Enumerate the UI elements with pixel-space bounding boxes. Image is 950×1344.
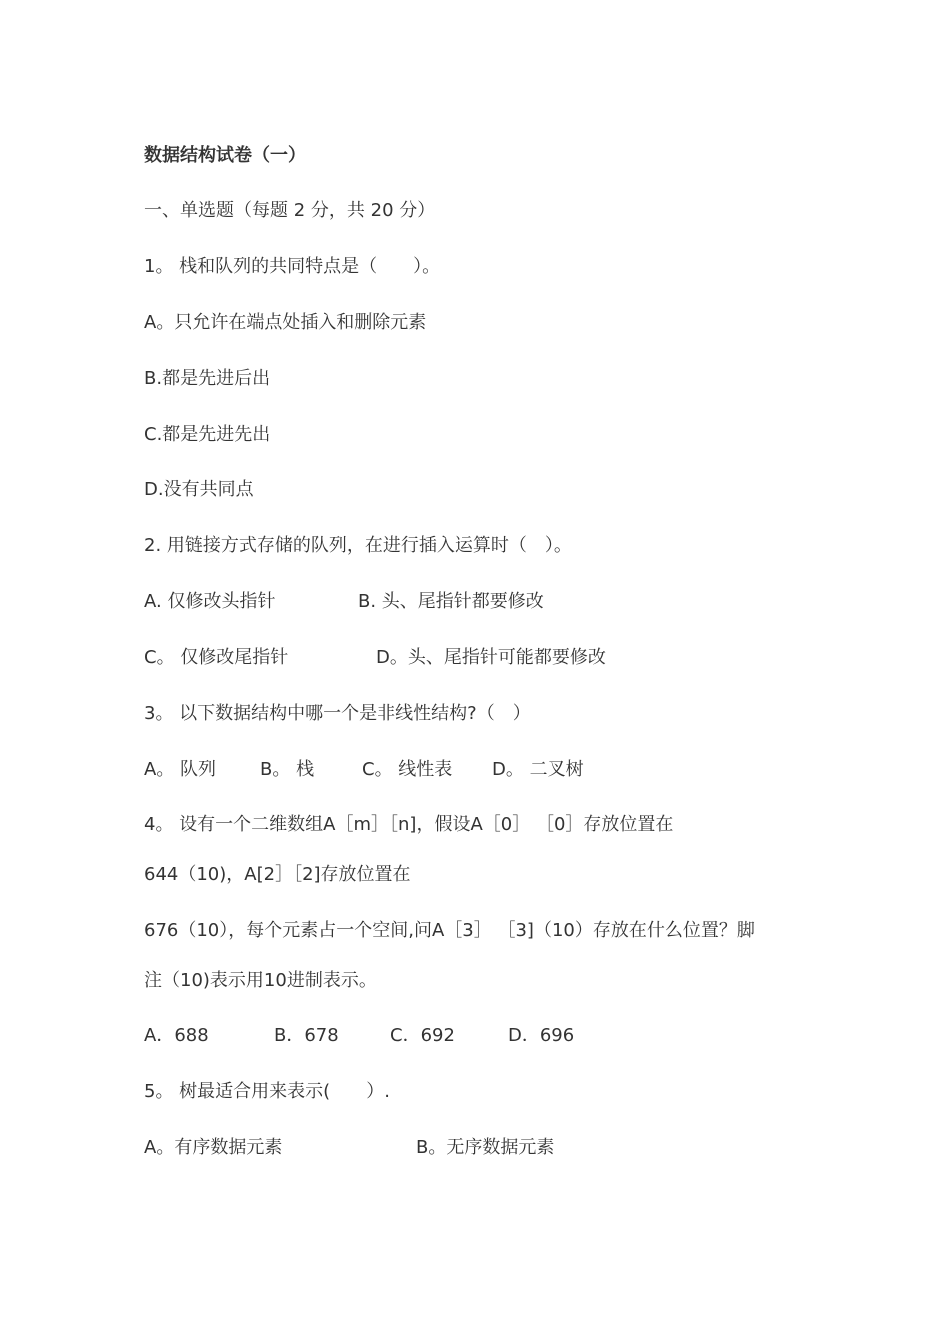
question-5-option-b: B。无序数据元素: [416, 1137, 555, 1158]
question-4-line-4: 注（10)表示用10进制表示。: [144, 970, 377, 991]
question-2-option-d: D。头、尾指针可能都要修改: [376, 647, 606, 668]
question-1-option-b: B.都是先进后出: [144, 368, 271, 389]
question-4-line-3: 676（10），每个元素占一个空间,问A［3］ ［3]（10）存放在什么位置？脚: [144, 920, 755, 941]
question-2-stem: 2. 用链接方式存储的队列，在进行插入运算时（ ）。: [144, 535, 572, 556]
question-3-option-d: D。 二叉树: [492, 759, 584, 780]
exam-title: 数据结构试卷（一）: [144, 145, 306, 166]
question-5-option-a: A。有序数据元素: [144, 1137, 283, 1158]
question-1-stem: 1。 栈和队列的共同特点是（ ）。: [144, 256, 441, 277]
section-heading: 一、单选题（每题 2 分，共 20 分）: [144, 200, 436, 221]
question-2-option-b: B. 头、尾指针都要修改: [358, 591, 544, 612]
question-2-option-c: C。 仅修改尾指针: [144, 647, 289, 668]
question-3-option-b: B。 栈: [260, 759, 315, 780]
question-3-stem: 3。 以下数据结构中哪一个是非线性结构?（ ）: [144, 703, 531, 724]
question-4-option-d: D．696: [508, 1025, 575, 1046]
question-5-options-row: [144, 1136, 555, 1232]
question-4-option-b: B．678: [274, 1025, 339, 1046]
question-4-option-c: C．692: [390, 1025, 455, 1046]
question-3-option-a: A。 队列: [144, 759, 217, 780]
question-5-stem: 5。 树最适合用来表示( ）.: [144, 1081, 390, 1102]
question-1-option-c: C.都是先进先出: [144, 424, 271, 445]
question-4-line-2: 644（10)，A[2］［2]存放位置在: [144, 864, 411, 885]
question-4-line-1: 4。 设有一个二维数组A［m］［n]，假设A［0］ ［0］存放位置在: [144, 814, 674, 835]
question-4-option-a: A．688: [144, 1025, 209, 1046]
question-2-option-a: A. 仅修改头指针: [144, 591, 276, 612]
question-3-option-c: C。 线性表: [362, 759, 453, 780]
question-1-option-d: D.没有共同点: [144, 479, 254, 500]
question-1-option-a: A。只允许在端点处插入和删除元素: [144, 312, 427, 333]
